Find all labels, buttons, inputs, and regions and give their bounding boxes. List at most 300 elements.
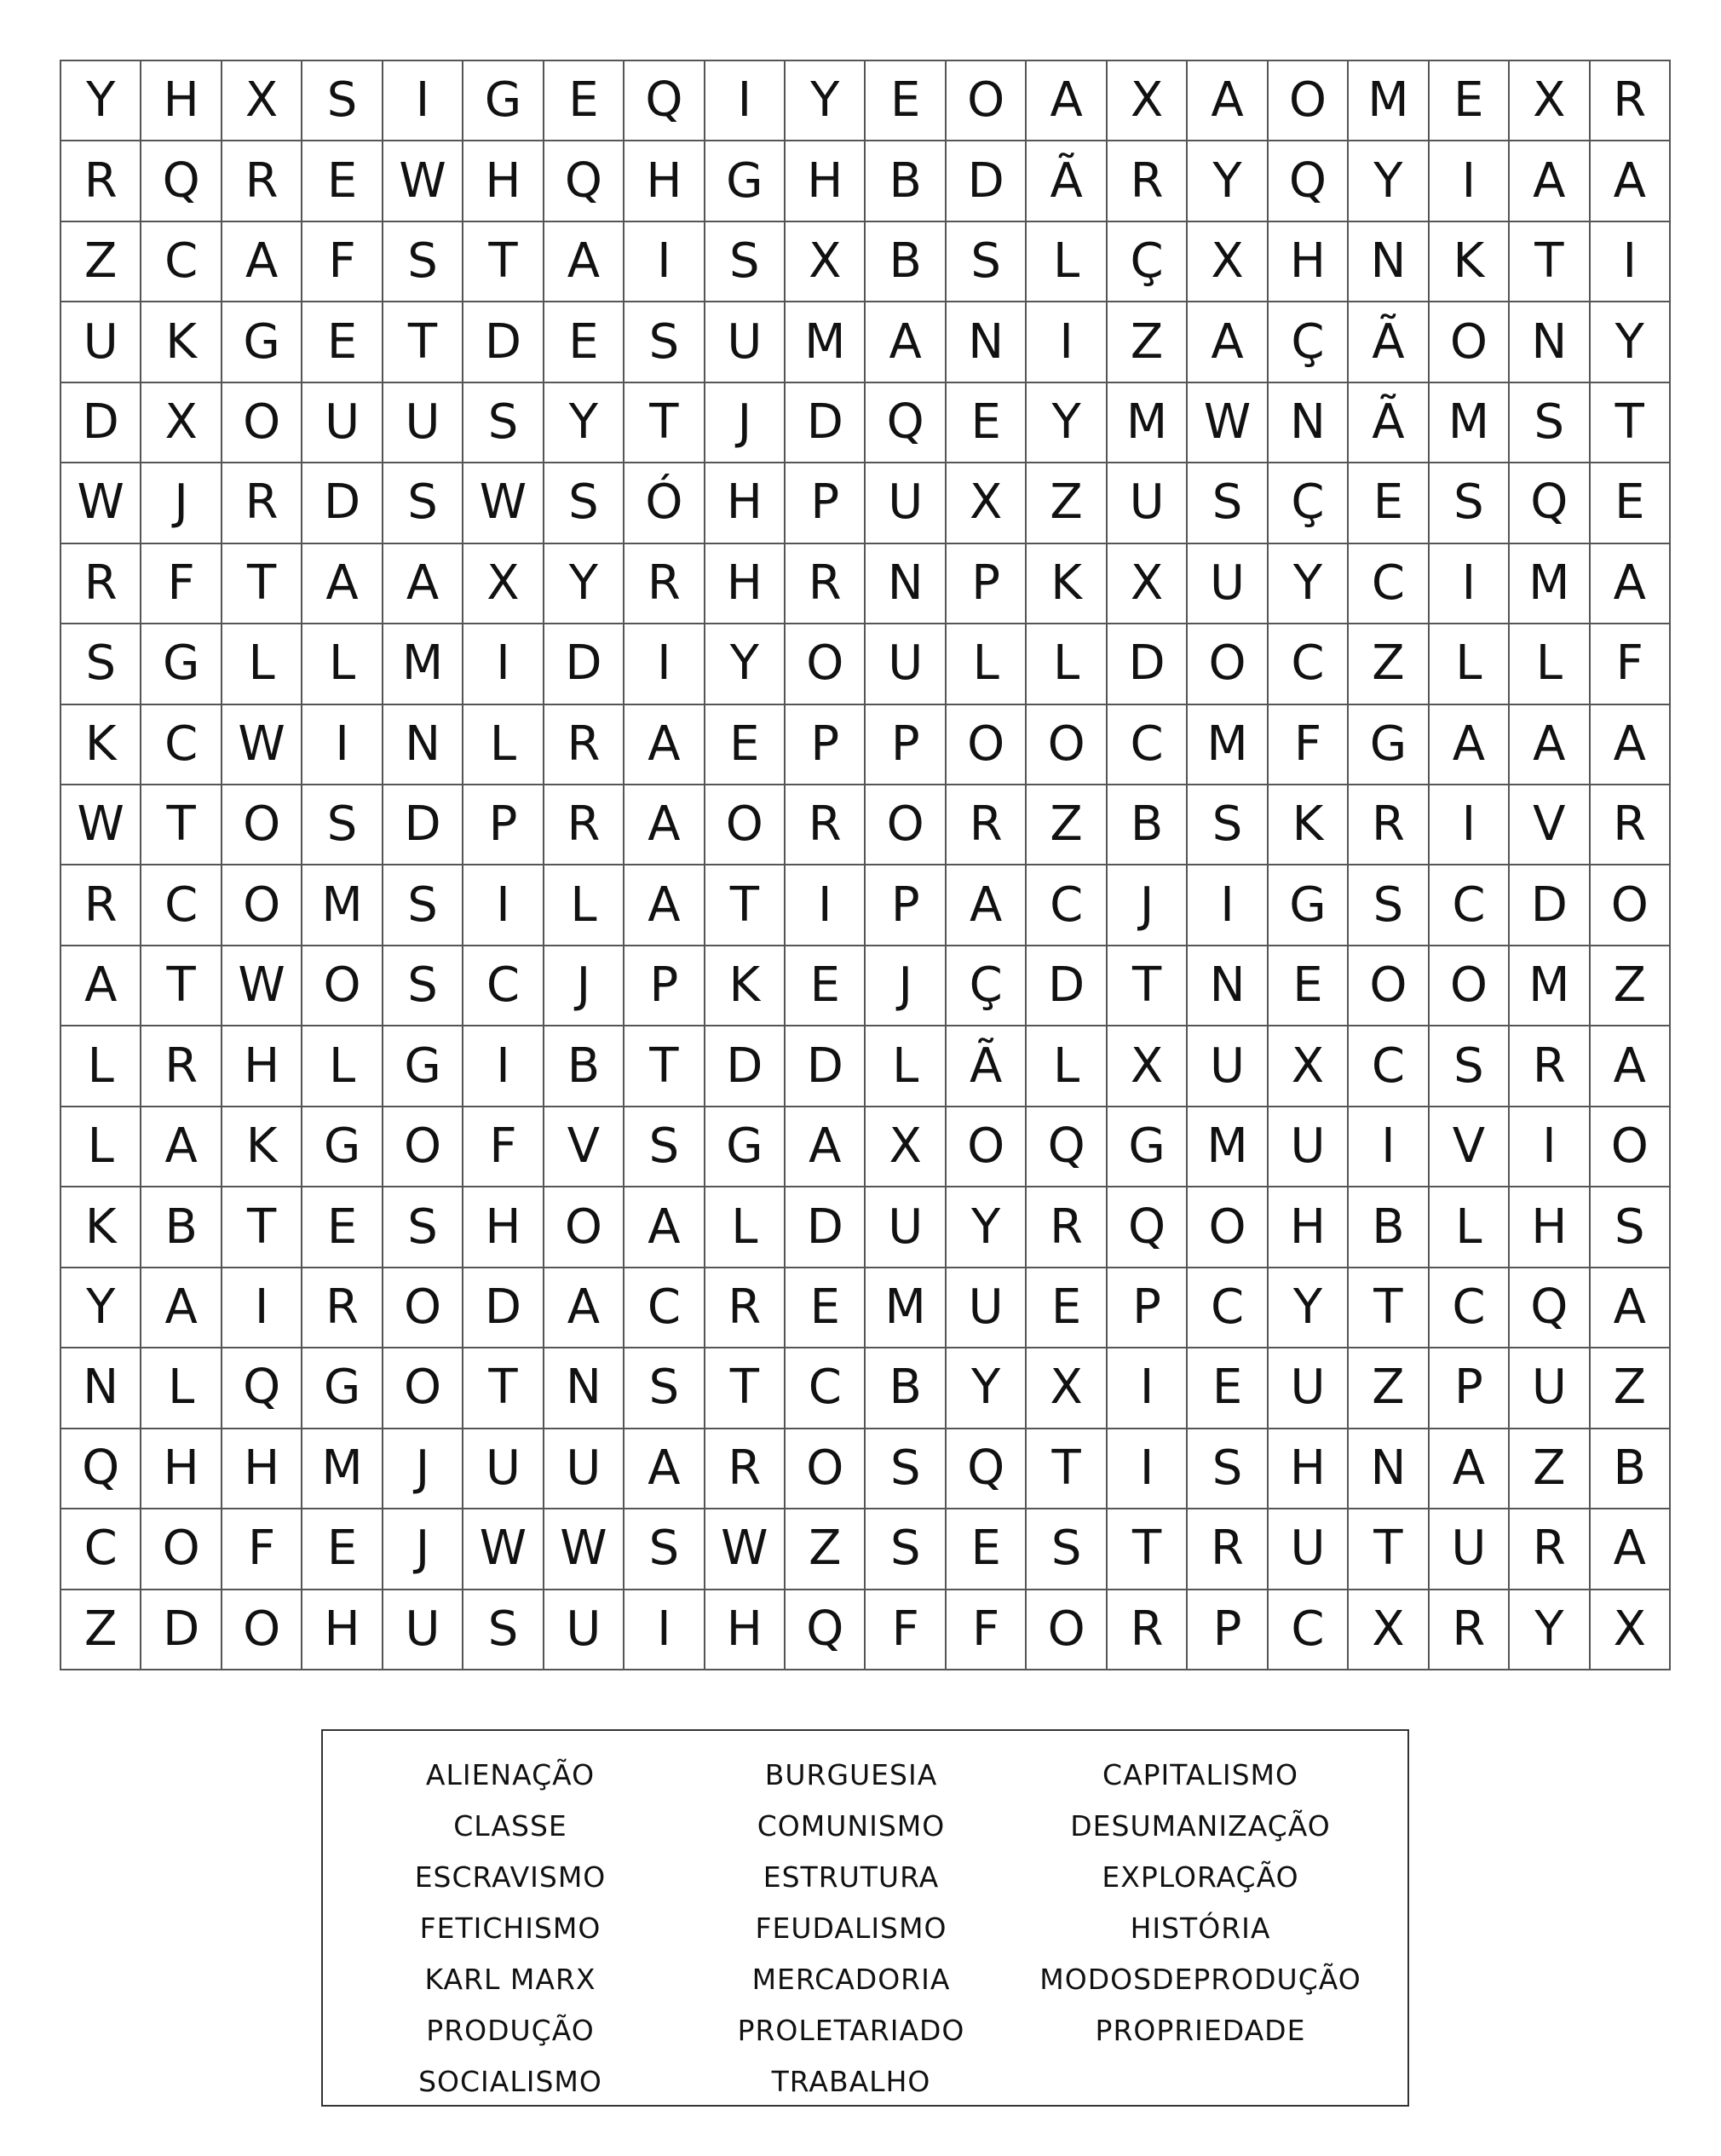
grid-cell[interactable]: K [222, 1107, 302, 1187]
grid-cell[interactable]: S [463, 383, 544, 463]
grid-cell[interactable]: A [1188, 302, 1268, 382]
grid-cell[interactable]: S [1591, 1187, 1671, 1268]
grid-cell[interactable]: Y [1591, 302, 1671, 382]
grid-cell[interactable]: D [544, 624, 625, 704]
grid-cell[interactable]: U [302, 383, 383, 463]
grid-cell[interactable]: I [705, 61, 786, 141]
grid-cell[interactable]: J [705, 383, 786, 463]
grid-cell[interactable]: I [463, 1026, 544, 1107]
grid-cell[interactable]: M [786, 302, 866, 382]
grid-cell[interactable]: P [625, 946, 705, 1026]
grid-cell[interactable]: U [383, 1590, 463, 1670]
grid-cell[interactable]: R [947, 785, 1027, 865]
grid-cell[interactable]: W [222, 705, 302, 785]
grid-cell[interactable]: S [383, 222, 463, 302]
grid-cell[interactable]: A [625, 785, 705, 865]
grid-cell[interactable]: K [705, 946, 786, 1026]
grid-cell[interactable]: I [1430, 141, 1510, 221]
grid-cell[interactable]: L [61, 1026, 141, 1107]
grid-cell[interactable]: N [866, 544, 946, 624]
grid-cell[interactable]: C [1349, 544, 1429, 624]
grid-cell[interactable]: N [1510, 302, 1590, 382]
grid-cell[interactable]: R [1510, 1026, 1590, 1107]
grid-cell[interactable]: S [1188, 785, 1268, 865]
grid-cell[interactable]: Z [61, 1590, 141, 1670]
grid-cell[interactable]: X [1027, 1348, 1107, 1429]
grid-cell[interactable]: A [625, 705, 705, 785]
grid-cell[interactable]: R [302, 1268, 383, 1348]
grid-cell[interactable]: T [705, 865, 786, 946]
grid-cell[interactable]: S [383, 865, 463, 946]
grid-cell[interactable]: S [866, 1429, 946, 1509]
grid-cell[interactable]: X [1108, 61, 1188, 141]
grid-cell[interactable]: H [1510, 1187, 1590, 1268]
grid-cell[interactable]: R [1108, 1590, 1188, 1670]
grid-cell[interactable]: P [786, 463, 866, 543]
grid-cell[interactable]: O [705, 785, 786, 865]
grid-cell[interactable]: S [61, 624, 141, 704]
grid-cell[interactable]: D [61, 383, 141, 463]
grid-cell[interactable]: N [383, 705, 463, 785]
grid-cell[interactable]: L [1430, 624, 1510, 704]
grid-cell[interactable]: D [786, 383, 866, 463]
grid-cell[interactable]: M [1430, 383, 1510, 463]
grid-cell[interactable]: O [1188, 624, 1268, 704]
grid-cell[interactable]: R [1510, 1509, 1590, 1590]
grid-cell[interactable]: X [1108, 544, 1188, 624]
grid-cell[interactable]: J [544, 946, 625, 1026]
grid-cell[interactable]: I [786, 865, 866, 946]
grid-cell[interactable]: R [786, 785, 866, 865]
grid-cell[interactable]: A [141, 1107, 222, 1187]
grid-cell[interactable]: I [625, 222, 705, 302]
grid-cell[interactable]: A [1027, 61, 1107, 141]
grid-cell[interactable]: X [1269, 1026, 1349, 1107]
grid-cell[interactable]: Y [1269, 544, 1349, 624]
grid-cell[interactable]: Y [544, 383, 625, 463]
grid-cell[interactable]: Z [61, 222, 141, 302]
grid-cell[interactable]: O [222, 865, 302, 946]
grid-cell[interactable]: G [463, 61, 544, 141]
grid-cell[interactable]: H [463, 1187, 544, 1268]
grid-cell[interactable]: N [1349, 1429, 1429, 1509]
grid-cell[interactable]: Q [1027, 1107, 1107, 1187]
grid-cell[interactable]: O [947, 61, 1027, 141]
grid-cell[interactable]: C [625, 1268, 705, 1348]
grid-cell[interactable]: U [866, 463, 946, 543]
grid-cell[interactable]: Z [1591, 1348, 1671, 1429]
grid-cell[interactable]: Z [1591, 946, 1671, 1026]
grid-cell[interactable]: I [625, 1590, 705, 1670]
grid-cell[interactable]: C [1430, 865, 1510, 946]
grid-cell[interactable]: L [141, 1348, 222, 1429]
grid-cell[interactable]: R [705, 1429, 786, 1509]
grid-cell[interactable]: C [141, 222, 222, 302]
grid-cell[interactable]: F [1591, 624, 1671, 704]
grid-cell[interactable]: M [866, 1268, 946, 1348]
grid-cell[interactable]: B [866, 1348, 946, 1429]
grid-cell[interactable]: T [625, 1026, 705, 1107]
grid-cell[interactable]: S [705, 222, 786, 302]
grid-cell[interactable]: J [1108, 865, 1188, 946]
grid-cell[interactable]: F [947, 1590, 1027, 1670]
grid-cell[interactable]: O [947, 1107, 1027, 1187]
grid-cell[interactable]: T [1349, 1509, 1429, 1590]
grid-cell[interactable]: I [1591, 222, 1671, 302]
grid-cell[interactable]: S [463, 1590, 544, 1670]
grid-cell[interactable]: A [141, 1268, 222, 1348]
grid-cell[interactable]: Ã [947, 1026, 1027, 1107]
grid-cell[interactable]: R [1108, 141, 1188, 221]
grid-cell[interactable]: A [947, 865, 1027, 946]
grid-cell[interactable]: T [1349, 1268, 1429, 1348]
grid-cell[interactable]: E [786, 1268, 866, 1348]
grid-cell[interactable]: Y [544, 544, 625, 624]
grid-cell[interactable]: P [866, 705, 946, 785]
grid-cell[interactable]: S [1510, 383, 1590, 463]
grid-cell[interactable]: G [705, 141, 786, 221]
grid-cell[interactable]: B [1591, 1429, 1671, 1509]
grid-cell[interactable]: L [302, 624, 383, 704]
grid-cell[interactable]: I [1430, 544, 1510, 624]
grid-cell[interactable]: X [1188, 222, 1268, 302]
grid-cell[interactable]: T [383, 302, 463, 382]
grid-cell[interactable]: R [141, 1026, 222, 1107]
grid-cell[interactable]: S [1188, 1429, 1268, 1509]
grid-cell[interactable]: M [1510, 544, 1590, 624]
grid-cell[interactable]: I [222, 1268, 302, 1348]
grid-cell[interactable]: H [302, 1590, 383, 1670]
grid-cell[interactable]: R [61, 865, 141, 946]
grid-cell[interactable]: A [1510, 705, 1590, 785]
grid-cell[interactable]: E [786, 946, 866, 1026]
grid-cell[interactable]: W [1188, 383, 1268, 463]
grid-cell[interactable]: Y [786, 61, 866, 141]
grid-cell[interactable]: I [463, 865, 544, 946]
grid-cell[interactable]: B [1349, 1187, 1429, 1268]
grid-cell[interactable]: Q [786, 1590, 866, 1670]
grid-cell[interactable]: J [383, 1429, 463, 1509]
grid-cell[interactable]: H [705, 463, 786, 543]
grid-cell[interactable]: R [544, 705, 625, 785]
grid-cell[interactable]: T [1108, 1509, 1188, 1590]
grid-cell[interactable]: L [302, 1026, 383, 1107]
grid-cell[interactable]: P [1108, 1268, 1188, 1348]
grid-cell[interactable]: G [383, 1026, 463, 1107]
grid-cell[interactable]: A [544, 222, 625, 302]
grid-cell[interactable]: A [786, 1107, 866, 1187]
grid-cell[interactable]: D [1027, 946, 1107, 1026]
grid-cell[interactable]: U [61, 302, 141, 382]
grid-cell[interactable]: S [1027, 1509, 1107, 1590]
grid-cell[interactable]: U [1188, 1026, 1268, 1107]
grid-cell[interactable]: D [786, 1026, 866, 1107]
grid-cell[interactable]: V [1510, 785, 1590, 865]
grid-cell[interactable]: M [383, 624, 463, 704]
grid-cell[interactable]: S [544, 463, 625, 543]
grid-cell[interactable]: W [705, 1509, 786, 1590]
grid-cell[interactable]: M [1188, 1107, 1268, 1187]
grid-cell[interactable]: T [1591, 383, 1671, 463]
grid-cell[interactable]: W [383, 141, 463, 221]
grid-cell[interactable]: U [1269, 1509, 1349, 1590]
grid-cell[interactable]: H [705, 544, 786, 624]
grid-cell[interactable]: R [625, 544, 705, 624]
grid-cell[interactable]: Q [61, 1429, 141, 1509]
grid-cell[interactable]: V [1430, 1107, 1510, 1187]
grid-cell[interactable]: R [1591, 785, 1671, 865]
grid-cell[interactable]: H [786, 141, 866, 221]
grid-cell[interactable]: D [463, 302, 544, 382]
grid-cell[interactable]: O [1349, 946, 1429, 1026]
grid-cell[interactable]: G [1108, 1107, 1188, 1187]
grid-cell[interactable]: E [705, 705, 786, 785]
grid-cell[interactable]: A [61, 946, 141, 1026]
grid-cell[interactable]: Q [141, 141, 222, 221]
grid-cell[interactable]: W [222, 946, 302, 1026]
grid-cell[interactable]: R [1430, 1590, 1510, 1670]
grid-cell[interactable]: Q [1510, 1268, 1590, 1348]
grid-cell[interactable]: A [1430, 1429, 1510, 1509]
grid-cell[interactable]: B [1108, 785, 1188, 865]
grid-cell[interactable]: C [1349, 1026, 1429, 1107]
grid-cell[interactable]: Q [625, 61, 705, 141]
grid-cell[interactable]: I [463, 624, 544, 704]
grid-cell[interactable]: Ã [1027, 141, 1107, 221]
grid-cell[interactable]: O [222, 1590, 302, 1670]
grid-cell[interactable]: E [947, 383, 1027, 463]
grid-cell[interactable]: O [1269, 61, 1349, 141]
grid-cell[interactable]: O [302, 946, 383, 1026]
grid-cell[interactable]: Y [1027, 383, 1107, 463]
grid-cell[interactable]: M [302, 1429, 383, 1509]
grid-cell[interactable]: S [383, 946, 463, 1026]
grid-cell[interactable]: E [1430, 61, 1510, 141]
grid-cell[interactable]: G [141, 624, 222, 704]
grid-cell[interactable]: G [302, 1107, 383, 1187]
grid-cell[interactable]: U [1269, 1107, 1349, 1187]
grid-cell[interactable]: N [544, 1348, 625, 1429]
grid-cell[interactable]: E [1269, 946, 1349, 1026]
grid-cell[interactable]: D [1108, 624, 1188, 704]
grid-cell[interactable]: S [383, 1187, 463, 1268]
grid-cell[interactable]: C [786, 1348, 866, 1429]
grid-cell[interactable]: T [141, 946, 222, 1026]
grid-cell[interactable]: A [1591, 1026, 1671, 1107]
grid-cell[interactable]: I [1188, 865, 1268, 946]
grid-cell[interactable]: B [866, 222, 946, 302]
grid-cell[interactable]: S [1349, 865, 1429, 946]
grid-cell[interactable]: T [463, 222, 544, 302]
grid-cell[interactable]: Ã [1349, 302, 1429, 382]
grid-cell[interactable]: Q [1269, 141, 1349, 221]
grid-cell[interactable]: Q [866, 383, 946, 463]
grid-cell[interactable]: R [1027, 1187, 1107, 1268]
grid-cell[interactable]: A [1591, 705, 1671, 785]
grid-cell[interactable]: H [463, 141, 544, 221]
grid-cell[interactable]: Q [544, 141, 625, 221]
grid-cell[interactable]: X [1510, 61, 1590, 141]
grid-cell[interactable]: Q [1510, 463, 1590, 543]
grid-cell[interactable]: O [1430, 946, 1510, 1026]
grid-cell[interactable]: X [947, 463, 1027, 543]
grid-cell[interactable]: L [61, 1107, 141, 1187]
grid-cell[interactable]: U [544, 1429, 625, 1509]
grid-cell[interactable]: I [383, 61, 463, 141]
grid-cell[interactable]: Z [1510, 1429, 1590, 1509]
grid-cell[interactable]: A [302, 544, 383, 624]
grid-cell[interactable]: X [1349, 1590, 1429, 1670]
grid-cell[interactable]: O [141, 1509, 222, 1590]
grid-cell[interactable]: Z [1349, 1348, 1429, 1429]
grid-cell[interactable]: L [947, 624, 1027, 704]
grid-cell[interactable]: H [1269, 1187, 1349, 1268]
grid-cell[interactable]: F [1269, 705, 1349, 785]
grid-cell[interactable]: F [463, 1107, 544, 1187]
grid-cell[interactable]: S [625, 302, 705, 382]
grid-cell[interactable]: A [544, 1268, 625, 1348]
grid-cell[interactable]: L [1027, 222, 1107, 302]
grid-cell[interactable]: Q [1108, 1187, 1188, 1268]
grid-cell[interactable]: D [141, 1590, 222, 1670]
grid-cell[interactable]: R [222, 141, 302, 221]
grid-cell[interactable]: C [1027, 865, 1107, 946]
grid-cell[interactable]: Y [61, 61, 141, 141]
grid-cell[interactable]: T [625, 383, 705, 463]
grid-cell[interactable]: E [302, 1509, 383, 1590]
grid-cell[interactable]: S [625, 1348, 705, 1429]
grid-cell[interactable]: U [866, 1187, 946, 1268]
grid-cell[interactable]: M [1108, 383, 1188, 463]
grid-cell[interactable]: M [1510, 946, 1590, 1026]
grid-cell[interactable]: Ó [625, 463, 705, 543]
grid-cell[interactable]: O [222, 383, 302, 463]
grid-cell[interactable]: E [544, 302, 625, 382]
grid-cell[interactable]: A [1591, 1509, 1671, 1590]
grid-cell[interactable]: K [61, 1187, 141, 1268]
grid-cell[interactable]: R [222, 463, 302, 543]
grid-cell[interactable]: R [61, 141, 141, 221]
grid-cell[interactable]: D [1510, 865, 1590, 946]
grid-cell[interactable]: T [141, 785, 222, 865]
grid-cell[interactable]: A [222, 222, 302, 302]
grid-cell[interactable]: W [544, 1509, 625, 1590]
grid-cell[interactable]: L [866, 1026, 946, 1107]
grid-cell[interactable]: Ç [1269, 302, 1349, 382]
grid-cell[interactable]: E [302, 1187, 383, 1268]
grid-cell[interactable]: E [947, 1509, 1027, 1590]
grid-cell[interactable]: F [866, 1590, 946, 1670]
grid-cell[interactable]: I [1027, 302, 1107, 382]
grid-cell[interactable]: T [1027, 1429, 1107, 1509]
grid-cell[interactable]: L [222, 624, 302, 704]
grid-cell[interactable]: Q [947, 1429, 1027, 1509]
grid-cell[interactable]: J [383, 1509, 463, 1590]
grid-cell[interactable]: O [1188, 1187, 1268, 1268]
grid-cell[interactable]: Y [947, 1187, 1027, 1268]
grid-cell[interactable]: J [141, 463, 222, 543]
grid-cell[interactable]: S [302, 785, 383, 865]
grid-cell[interactable]: S [866, 1509, 946, 1590]
grid-cell[interactable]: P [786, 705, 866, 785]
grid-cell[interactable]: J [866, 946, 946, 1026]
grid-cell[interactable]: U [1510, 1348, 1590, 1429]
grid-cell[interactable]: X [866, 1107, 946, 1187]
grid-cell[interactable]: L [544, 865, 625, 946]
grid-cell[interactable]: C [463, 946, 544, 1026]
grid-cell[interactable]: L [1027, 1026, 1107, 1107]
grid-cell[interactable]: W [61, 785, 141, 865]
grid-cell[interactable]: O [947, 705, 1027, 785]
grid-cell[interactable]: A [383, 544, 463, 624]
grid-cell[interactable]: P [866, 865, 946, 946]
grid-cell[interactable]: D [786, 1187, 866, 1268]
grid-cell[interactable]: F [222, 1509, 302, 1590]
grid-cell[interactable]: R [1591, 61, 1671, 141]
grid-cell[interactable]: O [786, 624, 866, 704]
grid-cell[interactable]: S [302, 61, 383, 141]
grid-cell[interactable]: S [1188, 463, 1268, 543]
grid-cell[interactable]: W [61, 463, 141, 543]
grid-cell[interactable]: E [866, 61, 946, 141]
grid-cell[interactable]: B [544, 1026, 625, 1107]
grid-cell[interactable]: H [222, 1429, 302, 1509]
grid-cell[interactable]: P [463, 785, 544, 865]
grid-cell[interactable]: W [463, 1509, 544, 1590]
grid-cell[interactable]: X [786, 222, 866, 302]
grid-cell[interactable]: I [1430, 785, 1510, 865]
grid-cell[interactable]: K [1027, 544, 1107, 624]
grid-cell[interactable]: R [786, 544, 866, 624]
grid-cell[interactable]: T [222, 544, 302, 624]
grid-cell[interactable]: O [383, 1107, 463, 1187]
grid-cell[interactable]: U [544, 1590, 625, 1670]
grid-cell[interactable]: I [1108, 1348, 1188, 1429]
grid-cell[interactable]: P [947, 544, 1027, 624]
grid-cell[interactable]: K [1430, 222, 1510, 302]
grid-cell[interactable]: O [544, 1187, 625, 1268]
grid-cell[interactable]: A [866, 302, 946, 382]
grid-cell[interactable]: Ç [947, 946, 1027, 1026]
grid-cell[interactable]: I [1510, 1107, 1590, 1187]
grid-cell[interactable]: K [61, 705, 141, 785]
grid-cell[interactable]: R [1349, 785, 1429, 865]
grid-cell[interactable]: I [302, 705, 383, 785]
grid-cell[interactable]: I [625, 624, 705, 704]
grid-cell[interactable]: C [141, 705, 222, 785]
grid-cell[interactable]: O [383, 1268, 463, 1348]
grid-cell[interactable]: S [1430, 1026, 1510, 1107]
grid-cell[interactable]: S [625, 1509, 705, 1590]
grid-cell[interactable]: B [866, 141, 946, 221]
grid-cell[interactable]: G [1269, 865, 1349, 946]
grid-cell[interactable]: H [141, 1429, 222, 1509]
grid-cell[interactable]: A [1188, 61, 1268, 141]
grid-cell[interactable]: Z [786, 1509, 866, 1590]
grid-cell[interactable]: B [141, 1187, 222, 1268]
grid-cell[interactable]: A [625, 1429, 705, 1509]
grid-cell[interactable]: R [61, 544, 141, 624]
grid-cell[interactable]: Y [1269, 1268, 1349, 1348]
grid-cell[interactable]: T [222, 1187, 302, 1268]
grid-cell[interactable]: P [1430, 1348, 1510, 1429]
grid-cell[interactable]: C [141, 865, 222, 946]
grid-cell[interactable]: O [383, 1348, 463, 1429]
grid-cell[interactable]: W [463, 463, 544, 543]
grid-cell[interactable]: C [1188, 1268, 1268, 1348]
grid-cell[interactable]: S [625, 1107, 705, 1187]
grid-cell[interactable]: U [383, 383, 463, 463]
